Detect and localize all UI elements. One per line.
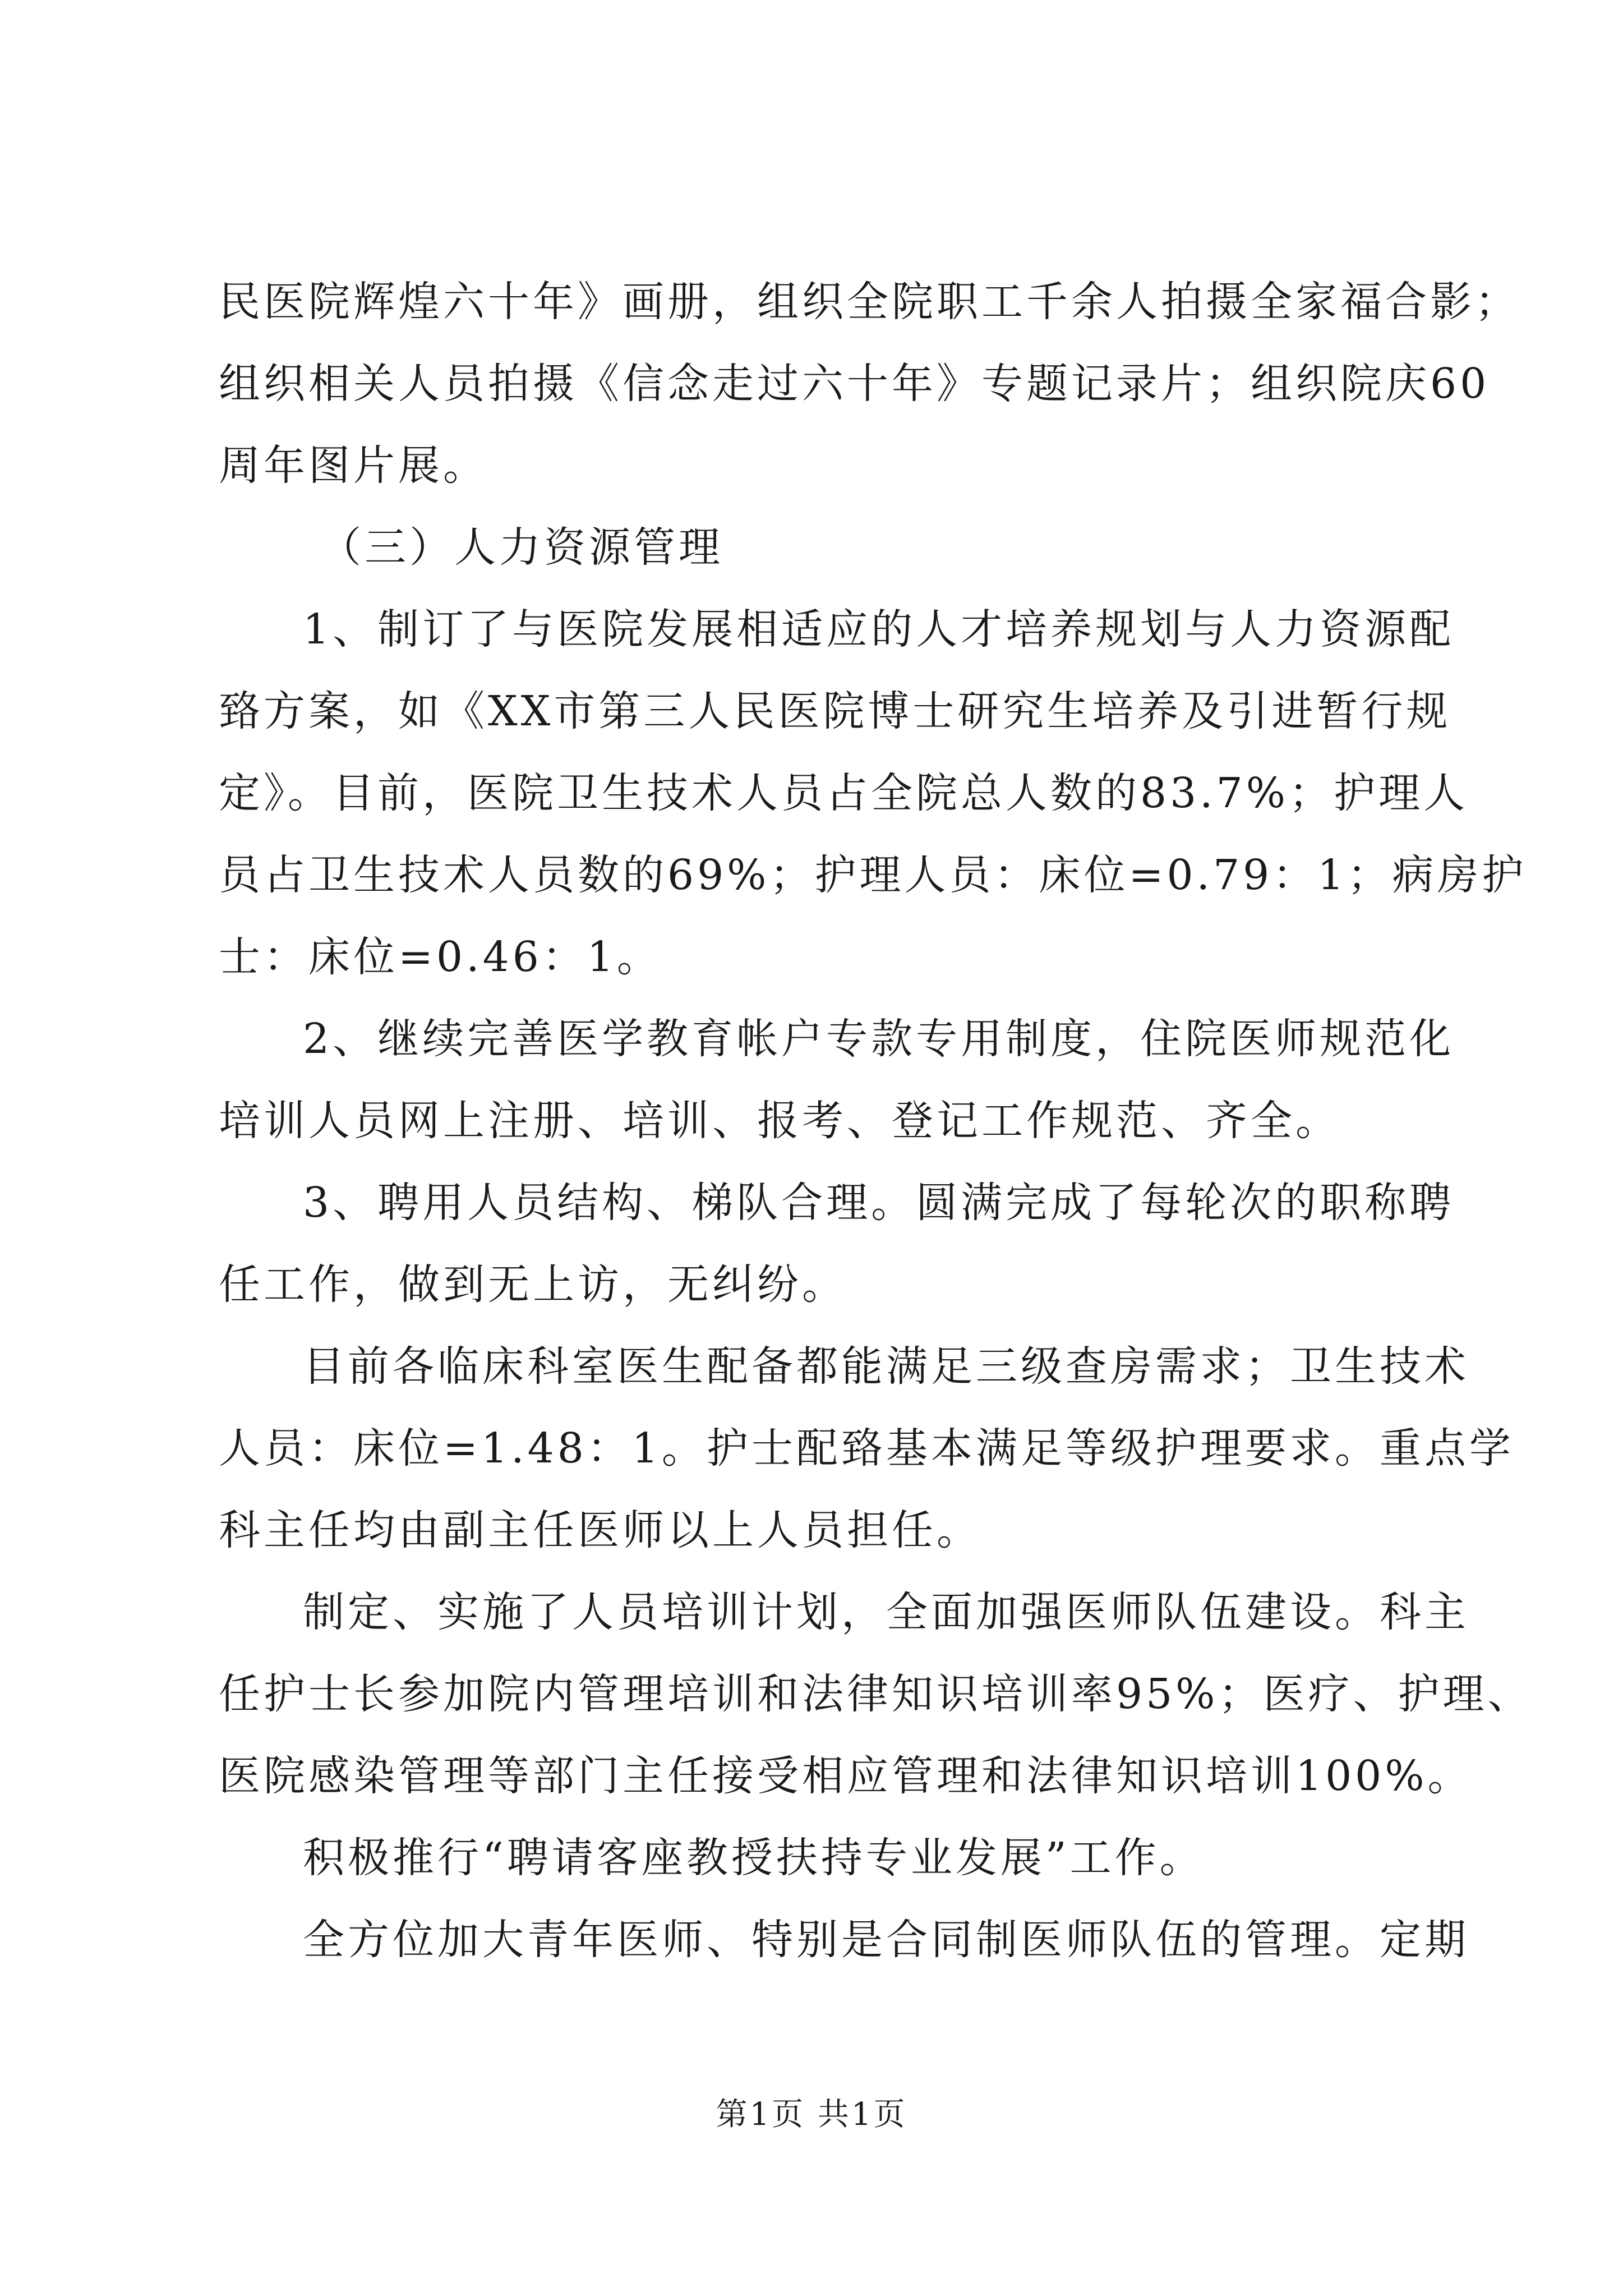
section-heading: （三）人力资源管理 bbox=[320, 523, 723, 572]
paragraph-line: 3、聘用人员结构、梯队合理。圆满完成了每轮次的职称聘 bbox=[303, 1179, 1455, 1227]
paragraph-line: 科主任均由副主任医师以上人员担任。 bbox=[219, 1506, 981, 1554]
document-body bbox=[219, 261, 1533, 1981]
paragraph-line: 医院感染管理等部门主任接受相应管理和法律知识培训100%。 bbox=[219, 1752, 1473, 1800]
paragraph-line: 培训人员网上注册、培训、报考、登记工作规范、齐全。 bbox=[219, 1097, 1340, 1145]
page-number-footer: 第1页 共1页 bbox=[716, 2096, 907, 2133]
paragraph-line: 2、继续完善医学教育帐户专款专用制度，住院医师规范化 bbox=[303, 1015, 1455, 1063]
paragraph-line: 定》。目前，医院卫生技术人员占全院总人数的83.7%；护理人 bbox=[219, 769, 1469, 817]
paragraph-line: 组织相关人员拍摄《信念走过六十年》专题记录片；组织院庆60 bbox=[219, 360, 1490, 408]
paragraph-line: 目前各临床科室医生配备都能满足三级查房需求；卫生技术 bbox=[303, 1342, 1469, 1391]
paragraph-line: 臵方案，如《XX市第三人民医院博士研究生培养及引进暂行规 bbox=[219, 687, 1451, 735]
paragraph-line: 员占卫生技术人员数的69%；护理人员：床位=0.79：1；病房护 bbox=[219, 851, 1527, 899]
paragraph-line: 制定、实施了人员培训计划，全面加强医师队伍建设。科主 bbox=[303, 1588, 1469, 1636]
paragraph-line: 士：床位=0.46：1。 bbox=[219, 933, 662, 981]
paragraph-line: 民医院辉煌六十年》画册，组织全院职工千余人拍摄全家福合影； bbox=[219, 278, 1520, 326]
paragraph-line: 积极推行“聘请客座教授扶持专业发展”工作。 bbox=[303, 1834, 1205, 1882]
paragraph-line: 全方位加大青年医师、特别是合同制医师队伍的管理。定期 bbox=[303, 1916, 1469, 1964]
paragraph-line: 人员：床位=1.48：1。护士配臵基本满足等级护理要求。重点学 bbox=[219, 1424, 1514, 1473]
paragraph-line: 周年图片展。 bbox=[219, 441, 488, 490]
paragraph-line: 1、制订了与医院发展相适应的人才培养规划与人力资源配 bbox=[303, 605, 1455, 654]
paragraph-line: 任护士长参加院内管理培训和法律知识培训率95%；医疗、护理、 bbox=[219, 1670, 1533, 1718]
paragraph-line: 任工作，做到无上访，无纠纷。 bbox=[219, 1260, 847, 1309]
